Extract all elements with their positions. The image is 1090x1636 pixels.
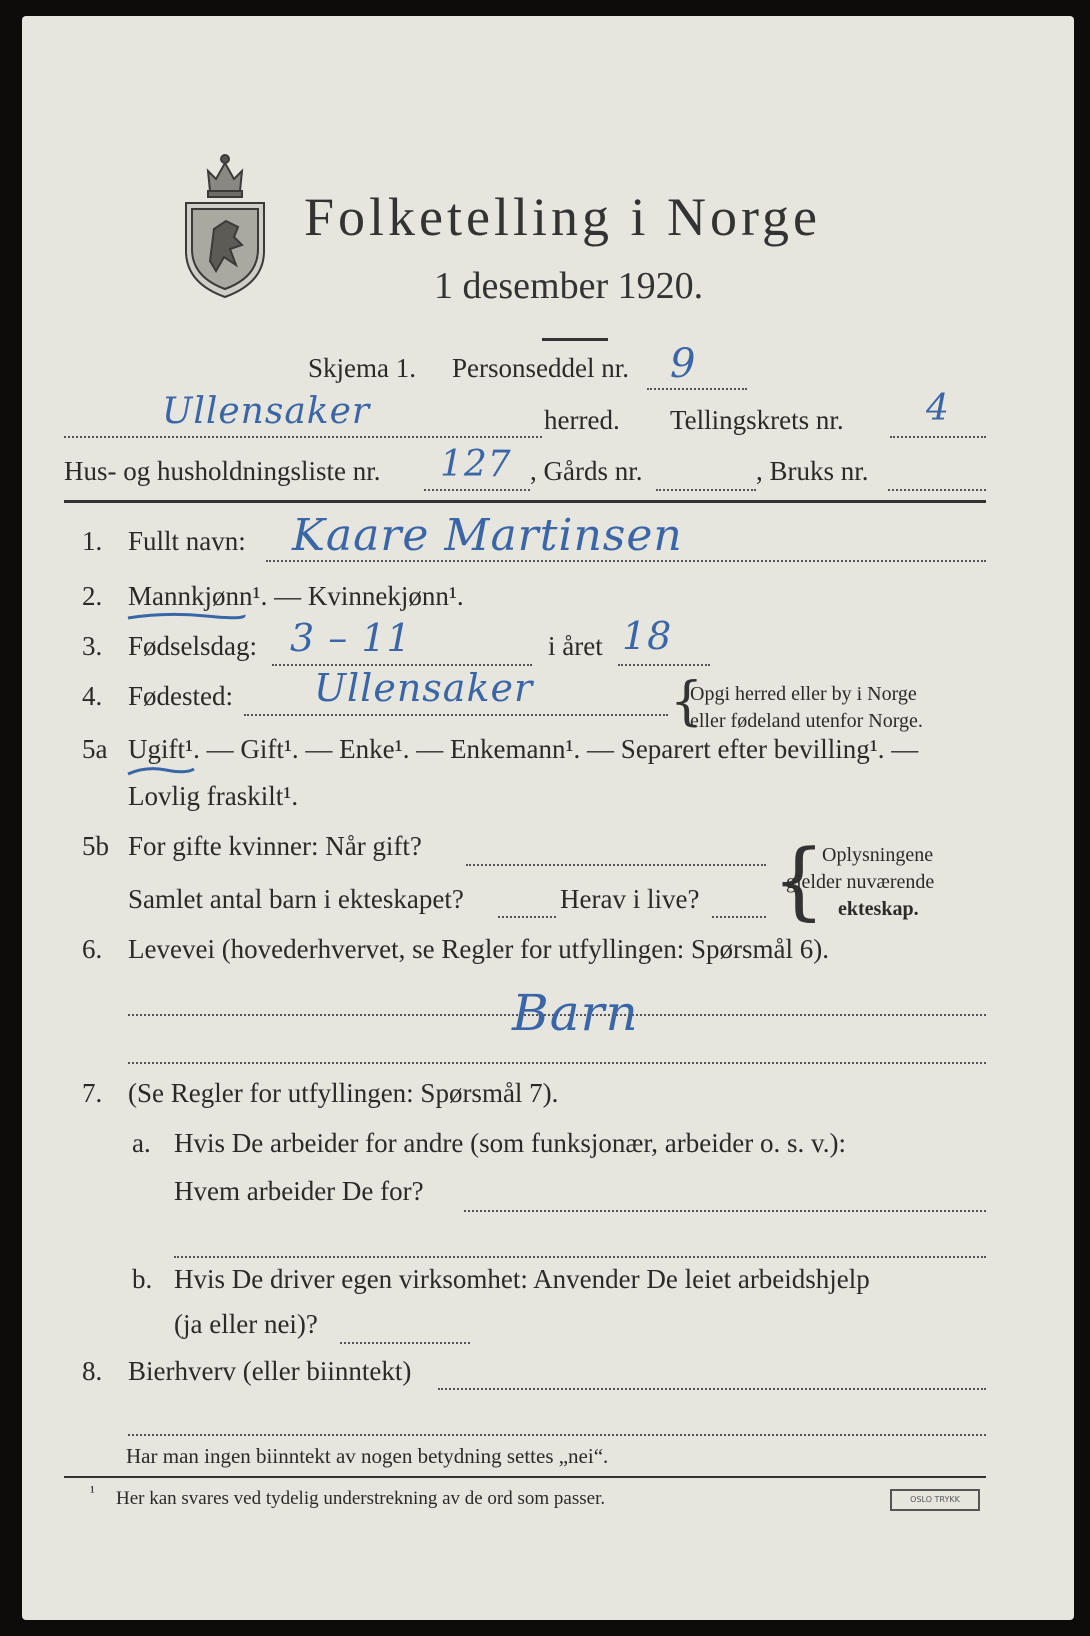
- husliste-value: 127: [440, 444, 512, 485]
- q8-label: Bierhverv (eller biinntekt): [128, 1356, 412, 1386]
- bottom-note: Har man ingen biinntekt av nogen betydning settes „nei“.: [126, 1444, 609, 1468]
- q7-label: (Se Regler for utfyllingen: Spørsmål 7).: [128, 1078, 559, 1108]
- q5b-number: 5b: [82, 831, 109, 861]
- q7b-line-1: Hvis De driver egen virksomhet: Anvender De leiet arbeidshjelp: [174, 1264, 870, 1294]
- q7a-line-2: Hvem arbeider De for?: [174, 1176, 424, 1206]
- q5b-married-line: [466, 864, 766, 866]
- tellingskrets-label: Tellingskrets nr.: [670, 405, 844, 435]
- q6-label: Levevei (hovederhvervet, se Regler for utfyllingen: Spørsmål 6).: [128, 934, 830, 964]
- q7b-letter: b.: [132, 1264, 153, 1294]
- tellingskrets-line: [890, 436, 986, 438]
- q6-line-2: [128, 1062, 986, 1064]
- q3-year-line: [618, 664, 710, 666]
- q7b-line-2: (ja eller nei)?: [174, 1309, 318, 1339]
- q5b-line-2b: Herav i live?: [560, 884, 700, 914]
- bruks-label: , Bruks nr.: [756, 456, 869, 486]
- ugift-underline: [126, 764, 196, 778]
- q5b-line-1: For gifte kvinner: Når gift?: [128, 831, 422, 861]
- printer-stamp: OSLO TRYKK: [890, 1489, 980, 1511]
- bruks-line: [888, 489, 986, 491]
- form-title: Folketelling i Norge: [304, 187, 821, 247]
- q5a-line-2: Lovlig fraskilt¹.: [128, 781, 299, 811]
- q5b-line-2a: Samlet antal barn i ekteskapet?: [128, 884, 464, 914]
- schema-label: Skjema 1.: [308, 353, 416, 383]
- q3-year-label: i året: [548, 631, 603, 661]
- full-name-value: Kaare Martinsen: [292, 510, 683, 561]
- occupation-value: Barn: [512, 984, 639, 1042]
- q5b-note-3: ekteskap.: [838, 898, 919, 920]
- footnote-rule: [64, 1476, 986, 1478]
- q7b-line: [340, 1342, 470, 1344]
- q8-line-2: [128, 1434, 986, 1436]
- q8-line-1: [438, 1388, 986, 1390]
- census-form: [22, 16, 1074, 1620]
- q4-label: Fødested:: [128, 681, 233, 711]
- q4-line: [244, 714, 668, 716]
- q4-note-1: Opgi herred eller by i Norge: [690, 683, 917, 705]
- mannkjonn-underline: [126, 610, 246, 622]
- q4-brace: {: [670, 672, 704, 732]
- census-date: 1 desember 1920.: [434, 265, 704, 307]
- q7a-line-b: [174, 1256, 986, 1258]
- q6-number: 6.: [82, 934, 103, 964]
- birthplace-value: Ullensaker: [314, 666, 534, 710]
- personseddel-line: [647, 388, 747, 390]
- q1-number: 1.: [82, 526, 103, 556]
- footnote-mark: ¹: [90, 1484, 95, 1501]
- personseddel-value: 9: [670, 341, 697, 387]
- q5a-number: 5a: [82, 734, 108, 764]
- header-rule: [64, 500, 986, 503]
- q3-number: 3.: [82, 631, 103, 661]
- q7a-letter: a.: [132, 1128, 151, 1158]
- gards-label: , Gårds nr.: [530, 456, 643, 486]
- footnote-text: Her kan svares ved tydelig understrekning av de ord som passer.: [116, 1488, 606, 1509]
- q4-number: 4.: [82, 681, 103, 711]
- herred-line: [64, 436, 542, 438]
- q5b-brace: {: [772, 831, 826, 929]
- q7a-line-1: Hvis De arbeider for andre (som funksjonær, arbeider o. s. v.):: [174, 1128, 846, 1158]
- q2-label: Mannkjønn¹. — Kvinnekjønn¹.: [128, 581, 464, 611]
- q1-label: Fullt navn:: [128, 526, 246, 556]
- q2-number: 2.: [82, 581, 103, 611]
- husliste-label: Hus- og husholdningsliste nr.: [64, 456, 381, 486]
- q5b-alive-line: [712, 916, 766, 918]
- q5b-note-2: gjelder nuværende: [786, 871, 935, 893]
- husliste-line: [424, 489, 530, 491]
- q5b-note-1: Oplysningene: [822, 844, 934, 866]
- q5b-children-line: [498, 916, 556, 918]
- q7a-line-a: [464, 1210, 986, 1212]
- birthyear-value: 18: [622, 614, 673, 658]
- herred-value: Ullensaker: [162, 391, 371, 432]
- birthdate-value: 3 – 11: [290, 616, 412, 660]
- q3-label: Fødselsdag:: [128, 631, 258, 661]
- q5a-line-1: Ugift¹. — Gift¹. — Enke¹. — Enkemann¹. — Separert efter bevilling¹. —: [128, 734, 919, 764]
- gards-line: [656, 489, 756, 491]
- q8-number: 8.: [82, 1356, 103, 1386]
- q4-note-2: eller fødeland utenfor Norge.: [690, 710, 923, 732]
- q7-number: 7.: [82, 1078, 103, 1108]
- personseddel-label: Personseddel nr.: [452, 353, 629, 383]
- tellingskrets-value: 4: [926, 388, 950, 429]
- herred-label: herred.: [544, 405, 620, 435]
- title-divider: [542, 338, 608, 341]
- coat-of-arms-icon: [180, 141, 270, 301]
